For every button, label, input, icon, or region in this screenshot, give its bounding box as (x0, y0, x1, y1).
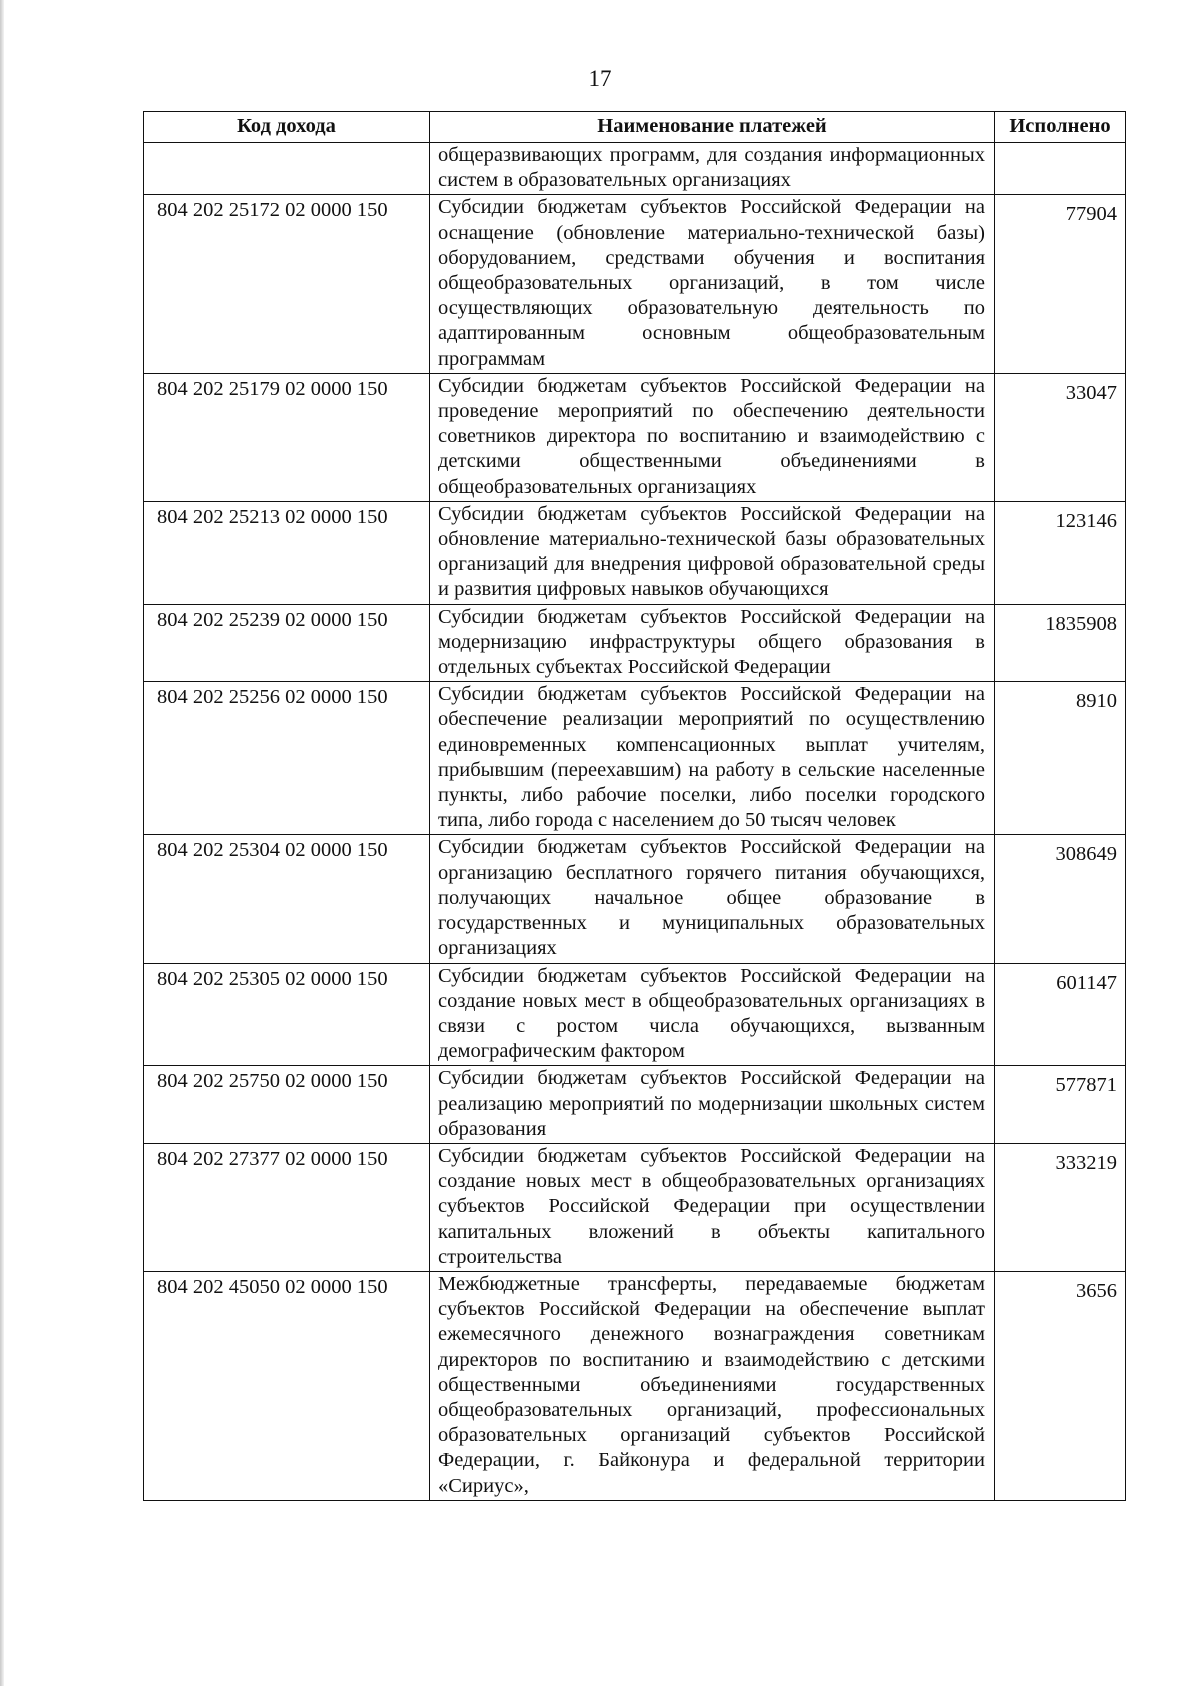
row-name (430, 1143, 995, 1271)
row-code (144, 143, 430, 195)
row-code: 804 202 45050 02 0000 150 (144, 1271, 430, 1500)
row-executed: 77904 (995, 195, 1126, 373)
revenue-table (143, 111, 1126, 1501)
row-executed: 308649 (995, 835, 1126, 963)
table-row (144, 373, 1126, 501)
row-name-text: Субсидии бюджетам субъектов Российской Федерации на реализацию мероприятий по модернизации школьных систем образования (438, 1067, 985, 1140)
row-code: 804 202 25256 02 0000 150 (144, 682, 430, 835)
row-executed: 1835908 (995, 604, 1126, 682)
row-name (430, 195, 995, 373)
row-code: 804 202 25750 02 0000 150 (144, 1066, 430, 1144)
table-row (144, 1271, 1126, 1500)
table-row (144, 195, 1126, 373)
row-name-text: Субсидии бюджетам субъектов Российской Федерации на создание новых мест в общеобразовательных организациях субъектов Российской Федерации при осуществлении капитальных вложений в объекты капитального строительства (438, 1144, 985, 1268)
row-code: 804 202 27377 02 0000 150 (144, 1143, 430, 1271)
row-executed: 333219 (995, 1143, 1126, 1271)
table-row (144, 604, 1126, 682)
header-code: Код дохода (144, 112, 430, 143)
table-row (144, 1143, 1126, 1271)
row-name-text: Субсидии бюджетам субъектов Российской Федерации на модернизацию инфраструктуры общего образования в отдельных субъектах Российской Федерации (438, 605, 985, 679)
header-executed: Исполнено (995, 112, 1126, 143)
row-executed: 33047 (995, 373, 1126, 501)
table-row (144, 1066, 1126, 1144)
scan-edge (0, 0, 4, 1686)
row-code: 804 202 25179 02 0000 150 (144, 373, 430, 501)
row-name-text: Субсидии бюджетам субъектов Российской Федерации на обеспечение реализации мероприятий по осуществлению единовременных компенсационных выплат учителям, прибывшим (переехавшим) на работу в сельские населенные пункты, либо рабочие поселки, либо поселки городского типа, либо города с населением до 50 тысяч человек (438, 683, 985, 832)
table-row (144, 835, 1126, 963)
row-code: 804 202 25304 02 0000 150 (144, 835, 430, 963)
table-row (144, 143, 1126, 195)
table-row (144, 682, 1126, 835)
row-code: 804 202 25172 02 0000 150 (144, 195, 430, 373)
row-code: 804 202 25213 02 0000 150 (144, 501, 430, 604)
header-name: Наименование платежей (430, 112, 995, 143)
row-name (430, 1066, 995, 1144)
page-number: 17 (588, 66, 612, 91)
row-name-text: Межбюджетные трансферты, передаваемые бюджетам субъектов Российской Федерации на обеспечение выплат ежемесячного денежного вознаграждения советникам директоров по воспитанию и взаимодействию с детскими общественными объединениями государственных общеобразовательных организаций, профессиональных образовательных организаций субъектов Российской Федерации, г. Байконура и федеральной территории «Сириус», (438, 1272, 985, 1497)
row-name (430, 143, 995, 195)
row-executed: 123146 (995, 501, 1126, 604)
row-executed: 3656 (995, 1271, 1126, 1500)
row-name-text: Субсидии бюджетам субъектов Российской Федерации на оснащение (обновление материально-технической базы) оборудованием, средствами обучения и воспитания общеобразовательных организаций, в том числе осуществляющих образовательную деятельность по адаптированным основным общеобразовательным программам (438, 196, 985, 370)
row-name-text: Субсидии бюджетам субъектов Российской Федерации на проведение мероприятий по обеспечению деятельности советников директора по воспитанию и взаимодействию с детскими общественными объединениями в общеобразовательных организациях (438, 374, 985, 498)
row-executed: 8910 (995, 682, 1126, 835)
row-name (430, 501, 995, 604)
table-header-row (144, 112, 1126, 143)
table-row (144, 501, 1126, 604)
row-name-text: Субсидии бюджетам субъектов Российской Федерации на обновление материально-технической базы образовательных организаций для внедрения цифровой образовательной среды и развития цифровых навыков обучающихся (438, 502, 985, 601)
row-name (430, 604, 995, 682)
row-name (430, 963, 995, 1066)
row-executed: 601147 (995, 963, 1126, 1066)
row-name (430, 682, 995, 835)
row-name (430, 835, 995, 963)
row-name-text: Субсидии бюджетам субъектов Российской Федерации на создание новых мест в общеобразовательных организациях в связи с ростом числа обучающихся, вызванным демографическим фактором (438, 964, 985, 1063)
row-code: 804 202 25239 02 0000 150 (144, 604, 430, 682)
row-name-text: общеразвивающих программ, для создания информационных систем в образовательных организациях (438, 144, 985, 192)
row-name (430, 1271, 995, 1500)
row-name-text: Субсидии бюджетам субъектов Российской Федерации на организацию бесплатного горячего питания обучающихся, получающих начальное общее образование в государственных и муниципальных образовательных организациях (438, 836, 985, 960)
revenue-table-container (143, 111, 1125, 1501)
row-executed: 577871 (995, 1066, 1126, 1144)
row-code: 804 202 25305 02 0000 150 (144, 963, 430, 1066)
row-executed (995, 143, 1126, 195)
row-name (430, 373, 995, 501)
table-row (144, 963, 1126, 1066)
